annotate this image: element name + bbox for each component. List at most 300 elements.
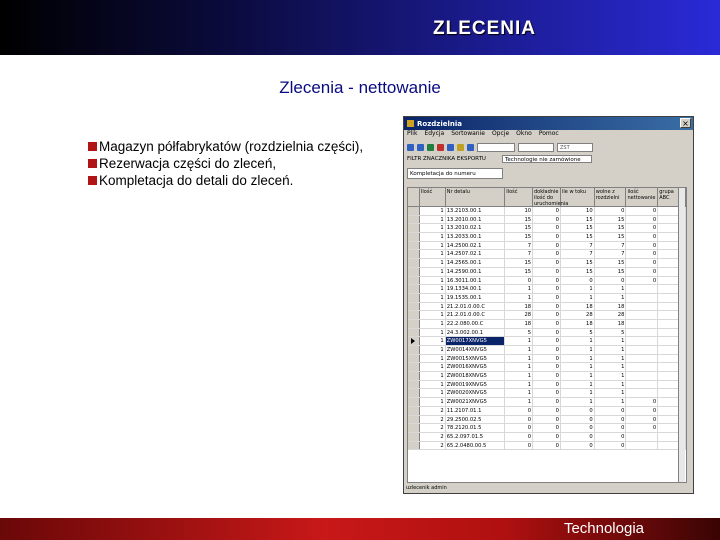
- footer-label: Technologia: [563, 520, 644, 537]
- table-cell[interactable]: 1: [420, 381, 446, 389]
- table-cell[interactable]: 15: [595, 233, 627, 241]
- table-cell[interactable]: 0: [561, 416, 595, 424]
- table-cell[interactable]: 1: [595, 389, 627, 397]
- row-selector[interactable]: [408, 381, 420, 389]
- refresh-icon[interactable]: [427, 144, 434, 151]
- table-row[interactable]: [408, 207, 686, 216]
- table-cell[interactable]: 0: [533, 337, 561, 345]
- table-cell[interactable]: 21.2.01.0.00.C: [446, 311, 506, 319]
- table-cell[interactable]: 0: [533, 442, 561, 450]
- table-cell[interactable]: 15: [595, 224, 627, 232]
- table-row[interactable]: [408, 224, 686, 233]
- table-cell[interactable]: [626, 442, 658, 450]
- table-cell[interactable]: 1: [420, 389, 446, 397]
- table-cell[interactable]: 1: [420, 337, 446, 345]
- table-cell[interactable]: 65.2.0480.00.5: [446, 442, 506, 450]
- column-header[interactable]: Ilość: [505, 188, 533, 206]
- menu-plik[interactable]: Plik: [407, 130, 418, 137]
- table-cell[interactable]: 7: [595, 242, 627, 250]
- table-cell[interactable]: 13.2033.00.1: [446, 233, 506, 241]
- table-cell[interactable]: 0: [533, 320, 561, 328]
- table-cell[interactable]: ZW0014XNVG5: [446, 346, 506, 354]
- table-cell[interactable]: 15: [505, 268, 533, 276]
- table-row[interactable]: [408, 416, 686, 425]
- table-cell[interactable]: [626, 320, 658, 328]
- table-cell[interactable]: 0: [561, 433, 595, 441]
- table-row[interactable]: [408, 268, 686, 277]
- table-row[interactable]: [408, 355, 686, 364]
- table-cell[interactable]: 1: [420, 216, 446, 224]
- table-cell[interactable]: [626, 433, 658, 441]
- delete-icon[interactable]: [437, 144, 444, 151]
- row-selector[interactable]: [408, 424, 420, 432]
- table-cell[interactable]: 11.2107.01.1: [446, 407, 506, 415]
- row-selector[interactable]: [408, 442, 420, 450]
- column-header[interactable]: dokładnie ilość do uruchomienia: [534, 189, 569, 207]
- table-cell[interactable]: 15: [595, 216, 627, 224]
- table-cell[interactable]: 0: [626, 216, 658, 224]
- table-cell[interactable]: 0: [626, 268, 658, 276]
- window-title: Rozdzielnia: [417, 119, 463, 128]
- table-cell[interactable]: 0: [533, 242, 561, 250]
- table-cell[interactable]: 24.3.002.00.1: [446, 329, 506, 337]
- table-cell[interactable]: 5: [561, 329, 595, 337]
- table-cell[interactable]: 0: [533, 424, 561, 432]
- row-selector[interactable]: [408, 207, 420, 215]
- footer-bar: [0, 518, 720, 540]
- table-cell[interactable]: 0: [505, 407, 533, 415]
- table-cell[interactable]: 1: [420, 398, 446, 406]
- table-cell[interactable]: 1: [420, 277, 446, 285]
- row-selector[interactable]: [408, 355, 420, 363]
- table-cell[interactable]: 1: [561, 398, 595, 406]
- filter-label: FILTR ZNACZNIKA EKSPORTU: [407, 156, 486, 162]
- table-cell[interactable]: 22.2.080.00.C: [446, 320, 506, 328]
- table-cell[interactable]: 28: [561, 311, 595, 319]
- table-cell[interactable]: 0: [533, 407, 561, 415]
- table-cell[interactable]: 5: [595, 329, 627, 337]
- table-cell[interactable]: 1: [595, 346, 627, 354]
- table-cell[interactable]: [626, 346, 658, 354]
- table-row[interactable]: [408, 303, 686, 312]
- column-header[interactable]: Ilość: [420, 188, 446, 206]
- table-cell[interactable]: 28: [595, 311, 627, 319]
- grid-header: [408, 188, 686, 207]
- table-cell[interactable]: 1: [561, 381, 595, 389]
- table-cell[interactable]: 1: [595, 355, 627, 363]
- row-selector[interactable]: [408, 389, 420, 397]
- table-cell[interactable]: 1: [561, 355, 595, 363]
- table-row[interactable]: [408, 381, 686, 390]
- column-header[interactable]: grupa ABC: [658, 188, 686, 206]
- table-cell[interactable]: 1: [420, 207, 446, 215]
- table-cell[interactable]: 13.2103.00.1: [446, 207, 506, 215]
- table-cell[interactable]: 1: [505, 398, 533, 406]
- table-cell[interactable]: 0: [595, 407, 627, 415]
- bullet-item: [88, 155, 363, 172]
- table-cell[interactable]: [626, 372, 658, 380]
- table-cell[interactable]: 18: [595, 320, 627, 328]
- table-cell[interactable]: 15: [595, 259, 627, 267]
- bullet-marker-icon: [88, 176, 97, 185]
- table-cell[interactable]: 14.2565.00.1: [446, 259, 506, 267]
- table-cell[interactable]: 1: [420, 355, 446, 363]
- table-cell[interactable]: 1: [420, 285, 446, 293]
- table-cell[interactable]: 1: [420, 250, 446, 258]
- table-cell[interactable]: 0: [595, 207, 627, 215]
- table-cell[interactable]: 1: [595, 372, 627, 380]
- table-cell[interactable]: ZW0015XNVG5: [446, 355, 506, 363]
- table-cell[interactable]: 1: [420, 363, 446, 371]
- window-titlebar[interactable]: [404, 117, 693, 130]
- table-cell[interactable]: 1: [595, 337, 627, 345]
- table-cell[interactable]: [626, 294, 658, 302]
- close-button[interactable]: ×: [680, 118, 691, 128]
- table-cell[interactable]: 1: [561, 294, 595, 302]
- table-cell[interactable]: 0: [533, 216, 561, 224]
- toolbar-combo-3[interactable]: ZST: [557, 143, 593, 152]
- bullet-item: [88, 172, 363, 189]
- table-cell[interactable]: 7: [505, 242, 533, 250]
- table-cell[interactable]: 0: [595, 416, 627, 424]
- table-cell[interactable]: [626, 337, 658, 345]
- table-cell[interactable]: 0: [533, 329, 561, 337]
- bullet-item: [88, 138, 363, 155]
- menu-okno[interactable]: Okno: [516, 130, 532, 137]
- table-cell[interactable]: 0: [533, 250, 561, 258]
- table-cell[interactable]: 0: [595, 424, 627, 432]
- row-selector[interactable]: [408, 372, 420, 380]
- table-cell[interactable]: 0: [533, 363, 561, 371]
- table-cell[interactable]: [626, 355, 658, 363]
- table-cell[interactable]: 0: [533, 372, 561, 380]
- table-cell[interactable]: 1: [505, 285, 533, 293]
- table-cell[interactable]: 15: [595, 268, 627, 276]
- table-row[interactable]: [408, 389, 686, 398]
- table-cell[interactable]: 0: [533, 416, 561, 424]
- table-cell[interactable]: 15: [505, 216, 533, 224]
- row-selector[interactable]: [408, 294, 420, 302]
- table-cell[interactable]: ZW0018XNVG5: [446, 372, 506, 380]
- table-cell[interactable]: 1: [505, 372, 533, 380]
- row-selector[interactable]: [408, 224, 420, 232]
- table-cell[interactable]: [626, 303, 658, 311]
- kompletacja-button[interactable]: Kompletacja do numeru: [407, 168, 503, 179]
- row-selector[interactable]: [408, 311, 420, 319]
- table-cell[interactable]: [626, 381, 658, 389]
- table-cell[interactable]: 1: [420, 259, 446, 267]
- table-row[interactable]: [408, 285, 686, 294]
- table-cell[interactable]: 1: [420, 224, 446, 232]
- print-icon[interactable]: [447, 144, 454, 151]
- table-cell[interactable]: ZW0020XNVG5: [446, 389, 506, 397]
- column-header[interactable]: Nr detalu: [446, 188, 506, 206]
- table-cell[interactable]: 15: [505, 259, 533, 267]
- table-cell[interactable]: 18: [595, 303, 627, 311]
- table-cell[interactable]: 1: [505, 346, 533, 354]
- filter-icon[interactable]: [457, 144, 464, 151]
- table-cell[interactable]: 1: [420, 294, 446, 302]
- table-cell[interactable]: 0: [595, 433, 627, 441]
- row-selector[interactable]: [408, 320, 420, 328]
- row-selector[interactable]: [408, 259, 420, 267]
- table-row[interactable]: [408, 259, 686, 268]
- table-cell[interactable]: 15: [505, 233, 533, 241]
- toolbar-combo-1[interactable]: [477, 143, 515, 152]
- table-cell[interactable]: 16.3011.00.1: [446, 277, 506, 285]
- table-cell[interactable]: ZW0019XNVG5: [446, 381, 506, 389]
- table-cell[interactable]: [626, 329, 658, 337]
- slide-title: ZLECENIA: [433, 18, 536, 39]
- toolbar-combo-2[interactable]: [518, 143, 554, 152]
- table-cell[interactable]: 10: [505, 207, 533, 215]
- table-cell[interactable]: 0: [561, 442, 595, 450]
- table-cell[interactable]: 1: [561, 346, 595, 354]
- table-cell[interactable]: 14.2590.00.1: [446, 268, 506, 276]
- table-cell[interactable]: 0: [626, 250, 658, 258]
- row-selector[interactable]: [408, 285, 420, 293]
- table-cell[interactable]: 1: [505, 337, 533, 345]
- status-bar: uzlecenik admin: [406, 485, 447, 491]
- table-row[interactable]: [408, 277, 686, 286]
- table-cell[interactable]: 1: [420, 303, 446, 311]
- table-cell[interactable]: 0: [533, 224, 561, 232]
- table-cell[interactable]: 1: [505, 363, 533, 371]
- table-cell[interactable]: 0: [533, 233, 561, 241]
- table-cell[interactable]: 1: [561, 285, 595, 293]
- table-cell[interactable]: 0: [626, 398, 658, 406]
- table-cell[interactable]: 1: [595, 294, 627, 302]
- row-selector[interactable]: [408, 433, 420, 441]
- menu-bar: [404, 130, 693, 140]
- table-cell[interactable]: 0: [626, 424, 658, 432]
- table-row[interactable]: [408, 250, 686, 259]
- table-cell[interactable]: 7: [561, 250, 595, 258]
- table-cell[interactable]: 0: [533, 311, 561, 319]
- table-cell[interactable]: [626, 389, 658, 397]
- table-cell[interactable]: 0: [533, 398, 561, 406]
- table-cell[interactable]: 7: [505, 250, 533, 258]
- table-cell[interactable]: 0: [533, 207, 561, 215]
- table-cell[interactable]: 0: [505, 277, 533, 285]
- menu-pomoc[interactable]: Pomoc: [538, 130, 559, 137]
- column-header[interactable]: wolne z rozdzielni: [595, 188, 627, 206]
- vertical-scrollbar[interactable]: [678, 188, 685, 482]
- table-cell[interactable]: 1: [561, 337, 595, 345]
- table-cell[interactable]: 1: [420, 329, 446, 337]
- table-cell[interactable]: 65.2.097.01.5: [446, 433, 506, 441]
- table-cell[interactable]: 18: [561, 320, 595, 328]
- table-row[interactable]: [408, 311, 686, 320]
- table-row[interactable]: [408, 372, 686, 381]
- row-selector[interactable]: [408, 398, 420, 406]
- table-cell[interactable]: 14.2507.02.1: [446, 250, 506, 258]
- table-cell[interactable]: 0: [626, 259, 658, 267]
- table-cell[interactable]: 0: [626, 233, 658, 241]
- table-cell[interactable]: 1: [505, 381, 533, 389]
- table-row[interactable]: [408, 337, 686, 346]
- table-cell[interactable]: 13.2010.00.1: [446, 216, 506, 224]
- rozdzielnia-window: [403, 116, 694, 494]
- current-row-arrow-icon: [411, 338, 415, 344]
- row-selector[interactable]: [408, 416, 420, 424]
- table-cell[interactable]: 0: [626, 242, 658, 250]
- table-cell[interactable]: 1: [420, 320, 446, 328]
- row-selector[interactable]: [408, 337, 420, 345]
- table-row[interactable]: [408, 398, 686, 407]
- table-cell[interactable]: 78.2120.01.5: [446, 424, 506, 432]
- row-selector[interactable]: [408, 346, 420, 354]
- table-cell[interactable]: 15: [561, 268, 595, 276]
- table-cell[interactable]: 18: [505, 303, 533, 311]
- table-cell[interactable]: [626, 311, 658, 319]
- table-cell[interactable]: 0: [561, 407, 595, 415]
- table-cell[interactable]: 2: [420, 433, 446, 441]
- table-cell[interactable]: 1: [420, 346, 446, 354]
- table-cell[interactable]: 0: [533, 355, 561, 363]
- table-cell[interactable]: 0: [533, 277, 561, 285]
- bullet-list: [88, 138, 363, 189]
- table-cell[interactable]: 14.2500.02.1: [446, 242, 506, 250]
- table-cell[interactable]: 1: [595, 285, 627, 293]
- table-cell[interactable]: 0: [505, 424, 533, 432]
- table-cell[interactable]: 0: [595, 277, 627, 285]
- table-row[interactable]: [408, 233, 686, 242]
- row-selector[interactable]: [408, 268, 420, 276]
- table-cell[interactable]: 2: [420, 416, 446, 424]
- table-cell[interactable]: 21.2.01.0.00.C: [446, 303, 506, 311]
- row-selector[interactable]: [408, 277, 420, 285]
- table-cell[interactable]: 15: [561, 259, 595, 267]
- table-cell[interactable]: ZW0021XNVG5: [446, 398, 506, 406]
- row-selector[interactable]: [408, 329, 420, 337]
- table-row[interactable]: [408, 346, 686, 355]
- table-cell[interactable]: 13.2010.02.1: [446, 224, 506, 232]
- table-row[interactable]: [408, 320, 686, 329]
- table-cell[interactable]: 1: [505, 355, 533, 363]
- table-cell[interactable]: 1: [505, 294, 533, 302]
- table-cell[interactable]: 2: [420, 442, 446, 450]
- table-cell[interactable]: 0: [505, 442, 533, 450]
- table-cell[interactable]: 0: [626, 407, 658, 415]
- table-cell[interactable]: 15: [561, 224, 595, 232]
- table-cell[interactable]: 1: [561, 372, 595, 380]
- bullet-marker-icon: [88, 142, 97, 151]
- table-cell[interactable]: 0: [533, 268, 561, 276]
- table-cell[interactable]: 10: [561, 207, 595, 215]
- new-icon[interactable]: [407, 144, 414, 151]
- table-cell[interactable]: 7: [561, 242, 595, 250]
- app-icon: [407, 120, 414, 127]
- table-row[interactable]: [408, 329, 686, 338]
- row-selector[interactable]: [408, 250, 420, 258]
- table-cell[interactable]: 0: [561, 424, 595, 432]
- row-selector[interactable]: [408, 233, 420, 241]
- table-cell[interactable]: 19.1535.00.1: [446, 294, 506, 302]
- table-cell[interactable]: 0: [595, 442, 627, 450]
- bullet-marker-icon: [88, 159, 97, 168]
- table-cell[interactable]: 2: [420, 424, 446, 432]
- table-cell[interactable]: [626, 363, 658, 371]
- table-cell[interactable]: 1: [561, 363, 595, 371]
- row-selector[interactable]: [408, 407, 420, 415]
- table-cell[interactable]: 0: [533, 381, 561, 389]
- table-cell[interactable]: 29.2500.02.5: [446, 416, 506, 424]
- table-cell[interactable]: 0: [626, 416, 658, 424]
- table-cell[interactable]: 0: [561, 277, 595, 285]
- menu-opcje[interactable]: Opcje: [491, 130, 510, 137]
- row-selector[interactable]: [408, 242, 420, 250]
- table-cell[interactable]: 0: [533, 303, 561, 311]
- table-cell[interactable]: 0: [533, 346, 561, 354]
- table-cell[interactable]: 2: [420, 407, 446, 415]
- row-selector[interactable]: [408, 216, 420, 224]
- table-row[interactable]: [408, 216, 686, 225]
- table-row[interactable]: [408, 294, 686, 303]
- header-banner: [0, 0, 720, 55]
- table-cell[interactable]: 19.1334.00.1: [446, 285, 506, 293]
- column-header[interactable]: ilość nettowanie: [626, 188, 658, 206]
- table-cell[interactable]: 0: [626, 207, 658, 215]
- menu-sortowanie[interactable]: Sortowanie: [451, 130, 485, 137]
- table-cell[interactable]: 15: [505, 224, 533, 232]
- table-cell[interactable]: 15: [561, 216, 595, 224]
- table-cell[interactable]: 0: [533, 433, 561, 441]
- table-cell[interactable]: ZW0016XNVG5: [446, 363, 506, 371]
- menu-edycja[interactable]: Edycja: [424, 130, 445, 137]
- table-cell[interactable]: 0: [505, 416, 533, 424]
- table-cell[interactable]: 0: [533, 259, 561, 267]
- table-cell[interactable]: 0: [533, 294, 561, 302]
- table-row[interactable]: [408, 407, 686, 416]
- table-row[interactable]: [408, 363, 686, 372]
- table-cell[interactable]: 7: [595, 250, 627, 258]
- table-row[interactable]: [408, 442, 686, 451]
- table-cell[interactable]: 28: [505, 311, 533, 319]
- table-cell[interactable]: 1: [595, 363, 627, 371]
- table-cell[interactable]: 1: [595, 398, 627, 406]
- table-cell[interactable]: 0: [533, 285, 561, 293]
- table-cell[interactable]: 15: [561, 233, 595, 241]
- row-selector[interactable]: [408, 303, 420, 311]
- table-cell[interactable]: 1: [420, 372, 446, 380]
- table-cell[interactable]: 1: [595, 381, 627, 389]
- table-row[interactable]: [408, 433, 686, 442]
- column-header[interactable]: ile w toku: [561, 188, 595, 206]
- table-cell[interactable]: 1: [420, 242, 446, 250]
- open-icon[interactable]: [417, 144, 424, 151]
- table-cell[interactable]: 1: [505, 389, 533, 397]
- table-cell[interactable]: ZW0017XNVG5: [446, 337, 506, 345]
- table-cell[interactable]: [626, 285, 658, 293]
- table-cell[interactable]: 5: [505, 329, 533, 337]
- table-row[interactable]: [408, 424, 686, 433]
- table-cell[interactable]: 1: [561, 389, 595, 397]
- table-cell[interactable]: 0: [626, 277, 658, 285]
- filter-select[interactable]: Technologie nie zamówione: [502, 155, 592, 163]
- table-cell[interactable]: 0: [505, 433, 533, 441]
- row-selector[interactable]: [408, 363, 420, 371]
- table-cell[interactable]: 18: [561, 303, 595, 311]
- table-cell[interactable]: 1: [420, 233, 446, 241]
- table-cell[interactable]: 0: [626, 224, 658, 232]
- table-row[interactable]: [408, 242, 686, 251]
- search-icon[interactable]: [467, 144, 474, 151]
- table-cell[interactable]: 1: [420, 311, 446, 319]
- table-cell[interactable]: 18: [505, 320, 533, 328]
- table-cell[interactable]: 1: [420, 268, 446, 276]
- table-cell[interactable]: 0: [533, 389, 561, 397]
